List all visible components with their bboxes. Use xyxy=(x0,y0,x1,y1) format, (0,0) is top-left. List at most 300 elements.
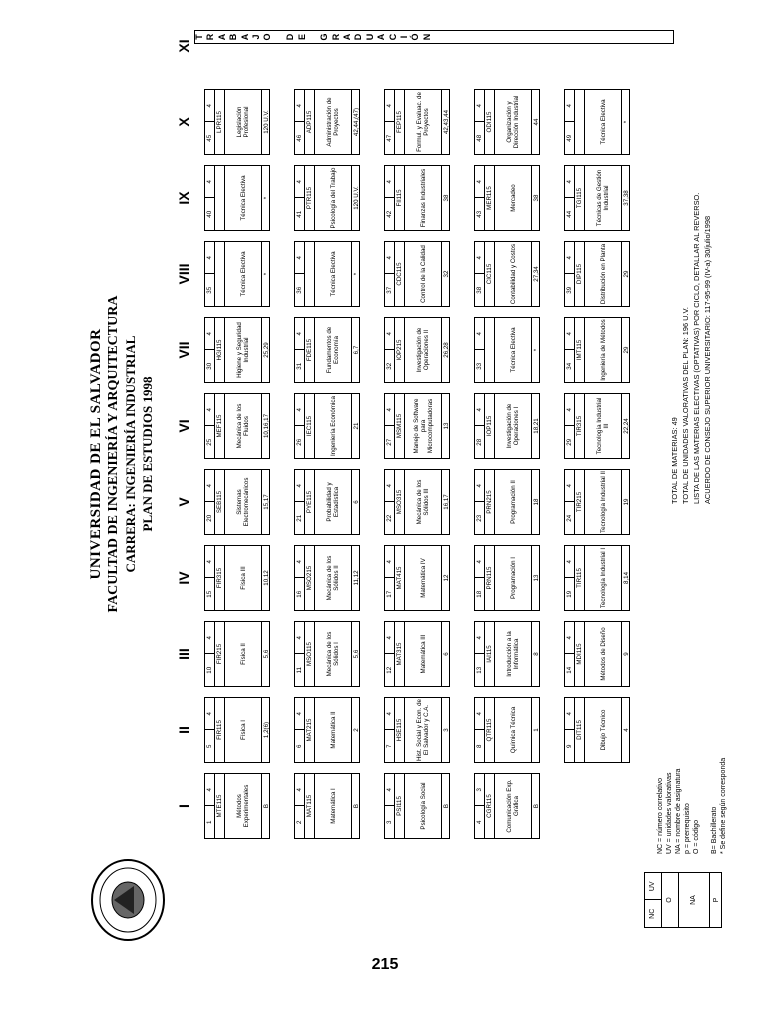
course-cell xyxy=(474,697,540,763)
course-name: Formul. y Evaluac. de Proyectos xyxy=(405,90,442,154)
course-cell xyxy=(204,545,270,611)
course-uv: 4 xyxy=(295,166,304,199)
thesis-letter: C xyxy=(387,33,398,41)
study-plan-sheet xyxy=(84,4,727,944)
legend-na: NA xyxy=(679,873,710,927)
course-name: Investigación de Operaciones I xyxy=(495,394,532,458)
course-uv: 4 xyxy=(205,622,214,655)
course-cell xyxy=(294,545,360,611)
course-cell xyxy=(384,621,450,687)
course-number: 18 xyxy=(476,590,483,598)
course-name: Métodos Experimentales xyxy=(225,774,262,838)
course-number: 43 xyxy=(476,210,483,218)
course-prerequisite: 12 xyxy=(443,574,450,582)
course-name: Matemática III xyxy=(405,622,442,686)
course-name: Mecánica de los Sólidos I xyxy=(315,622,352,686)
thesis-letter: R xyxy=(330,33,341,41)
course-name: Higiene y Seguridad Industrial xyxy=(225,318,262,382)
course-uv: 4 xyxy=(205,774,214,807)
thesis-letter: G xyxy=(319,33,330,41)
course-code: MDI115 xyxy=(575,622,585,686)
course-code: TGI115 xyxy=(575,166,585,230)
course-prerequisite: 26,28 xyxy=(443,342,450,358)
course-name: Técnica Electiva xyxy=(315,242,352,306)
course-prerequisite: 9 xyxy=(623,652,630,656)
course-uv: 4 xyxy=(205,394,214,427)
course-uv: 4 xyxy=(385,470,394,503)
course-uv: 4 xyxy=(295,242,304,275)
course-cell xyxy=(564,89,630,155)
thesis-letter: A xyxy=(239,33,250,41)
total-line: LISTA DE LAS MATERIAS ELECTIVAS (OPTATIVAS) POR CICLO, DETALLAR AL REVERSO. xyxy=(692,192,701,504)
course-cell xyxy=(564,241,630,307)
course-number: 44 xyxy=(566,210,573,218)
thesis-column xyxy=(194,30,674,44)
course-cell xyxy=(384,241,450,307)
course-uv: 4 xyxy=(385,90,394,123)
course-prerequisite: 32 xyxy=(443,270,450,278)
course-uv: 4 xyxy=(565,622,574,655)
course-cell xyxy=(564,545,630,611)
course-prerequisite: 44 xyxy=(533,118,540,126)
course-name: Distribución en Planta xyxy=(585,242,622,306)
course-number: 19 xyxy=(566,590,573,598)
course-code: MAT215 xyxy=(305,698,315,762)
course-prerequisite: 10,16,17 xyxy=(263,413,270,439)
course-name: Técnicas de Gestión Industrial xyxy=(585,166,622,230)
course-cell xyxy=(384,773,450,839)
course-code: MEF115 xyxy=(215,394,225,458)
course-uv: 4 xyxy=(565,318,574,351)
course-code: IMT115 xyxy=(575,318,585,382)
course-cell xyxy=(474,317,540,383)
course-code: IAI115 xyxy=(485,622,495,686)
course-prerequisite: 3 xyxy=(443,728,450,732)
course-name: Física II xyxy=(225,622,262,686)
thesis-letter: N xyxy=(421,33,432,41)
course-prerequisite: 2 xyxy=(353,728,360,732)
course-cell xyxy=(564,317,630,383)
course-number: 24 xyxy=(566,514,573,522)
course-code: MTE115 xyxy=(215,774,225,838)
legend-note: B= Bachillerato xyxy=(711,806,718,854)
course-prerequisite: 37,38 xyxy=(623,190,630,206)
course-code: HGI115 xyxy=(215,318,225,382)
course-cell xyxy=(294,241,360,307)
thesis-letter xyxy=(308,30,319,44)
thesis-letter: B xyxy=(228,33,239,41)
thesis-letter: Ó xyxy=(410,33,421,41)
course-number: 32 xyxy=(386,362,393,370)
course-cell xyxy=(204,621,270,687)
course-prerequisite: 120 U.V. xyxy=(353,186,360,210)
course-number: 6 xyxy=(296,744,303,748)
course-uv: 4 xyxy=(565,546,574,579)
course-number: 15 xyxy=(206,590,213,598)
course-code: QTR115 xyxy=(485,698,495,762)
course-prerequisite: 6 xyxy=(353,500,360,504)
course-cell xyxy=(474,89,540,155)
thesis-letter: E xyxy=(296,34,307,41)
course-prerequisite: 19 xyxy=(623,498,630,506)
course-uv: 4 xyxy=(475,318,484,351)
cycle-header: X xyxy=(176,117,192,127)
thesis-letter: I xyxy=(399,35,410,39)
course-name: Mecánica de los Sólidos III xyxy=(405,470,442,534)
course-name: Dibujo Técnico xyxy=(585,698,622,762)
course-number: 40 xyxy=(206,210,213,218)
course-code: DIT115 xyxy=(575,698,585,762)
thesis-letter: A xyxy=(216,33,227,41)
cycle-header: IV xyxy=(176,571,192,585)
course-uv: 4 xyxy=(475,546,484,579)
course-name: Fundamentos de Economía xyxy=(315,318,352,382)
course-number: 36 xyxy=(296,286,303,294)
legend-note xyxy=(701,758,710,854)
course-code: TIR115 xyxy=(575,546,585,610)
cycle-header: V xyxy=(176,497,192,507)
course-name: Ingeniería Económica xyxy=(315,394,352,458)
course-name: Técnica Electiva xyxy=(225,166,262,230)
course-uv: 4 xyxy=(475,622,484,655)
course-code: ODI115 xyxy=(485,90,495,154)
course-code: PRN115 xyxy=(485,546,495,610)
legend-note: NA = nombre de asignatura xyxy=(675,768,682,854)
course-code: SEB115 xyxy=(215,470,225,534)
course-cell xyxy=(294,621,360,687)
course-cell xyxy=(474,773,540,839)
course-name: Química Técnica xyxy=(495,698,532,762)
course-prerequisite: 11,12 xyxy=(353,570,360,586)
course-code: IOP115 xyxy=(485,394,495,458)
cycle-header: III xyxy=(176,648,192,660)
course-name: Técnica Electiva xyxy=(495,318,532,382)
course-prerequisite: B xyxy=(443,803,450,809)
course-name: Ingeniería de Métodos xyxy=(585,318,622,382)
course-name: Control de la Calidad xyxy=(405,242,442,306)
course-name: Métodos de Diseño xyxy=(585,622,622,686)
course-number: 12 xyxy=(386,666,393,674)
course-cell xyxy=(294,317,360,383)
course-code: MSO115 xyxy=(305,622,315,686)
course-number: 28 xyxy=(476,438,483,446)
thesis-letter: U xyxy=(364,33,375,41)
course-cell xyxy=(204,469,270,535)
course-number: 48 xyxy=(476,134,483,142)
course-name: Física I xyxy=(225,698,262,762)
course-uv: 4 xyxy=(565,394,574,427)
legend-p: P xyxy=(713,897,720,903)
course-code: FIR315 xyxy=(215,546,225,610)
plan-name: PLAN DE ESTUDIOS 1998 xyxy=(140,376,155,532)
cycle-header: IX xyxy=(176,191,192,205)
course-code: MSO315 xyxy=(395,470,405,534)
course-uv: 4 xyxy=(205,546,214,579)
course-code: CDC115 xyxy=(395,242,405,306)
course-uv: 4 xyxy=(475,698,484,731)
thesis-letter xyxy=(274,30,285,44)
course-uv: 4 xyxy=(205,698,214,731)
course-cell xyxy=(474,241,540,307)
course-code xyxy=(305,242,315,306)
course-code: PSI115 xyxy=(395,774,405,838)
course-number: 10 xyxy=(206,666,213,674)
course-prerequisite: 5,6 xyxy=(263,649,270,659)
course-number: 7 xyxy=(386,744,393,748)
course-name: Física III xyxy=(225,546,262,610)
course-prerequisite: 10,12 xyxy=(263,570,270,586)
thesis-letter: O xyxy=(262,33,273,41)
course-cell xyxy=(564,393,630,459)
cycle-header: I xyxy=(176,804,192,808)
course-name: Contabilidad y Costos xyxy=(495,242,532,306)
course-code: MSM115 xyxy=(395,394,405,458)
course-cell xyxy=(564,697,630,763)
course-cell xyxy=(384,697,450,763)
course-code: CIC115 xyxy=(485,242,495,306)
course-prerequisite: * xyxy=(263,196,270,200)
course-name: Programación II xyxy=(495,470,532,534)
course-number: 34 xyxy=(566,362,573,370)
course-number: 41 xyxy=(296,210,303,218)
title-block xyxy=(88,264,156,644)
faculty-name: FACULTAD DE INGENIERÍA Y ARQUITECTURA xyxy=(106,295,121,613)
course-uv: 4 xyxy=(295,622,304,655)
course-uv: 4 xyxy=(475,394,484,427)
course-code: MSO215 xyxy=(305,546,315,610)
course-uv: 4 xyxy=(565,90,574,123)
course-number: 30 xyxy=(206,362,213,370)
course-name: Programación I xyxy=(495,546,532,610)
course-prerequisite: * xyxy=(263,272,270,276)
course-uv: 4 xyxy=(475,470,484,503)
course-code: FII115 xyxy=(395,166,405,230)
course-code: TIR315 xyxy=(575,394,585,458)
course-uv: 4 xyxy=(565,242,574,275)
course-prerequisite: 6,7 xyxy=(353,345,360,355)
course-name: Finanzas Industriales xyxy=(405,166,442,230)
course-uv: 4 xyxy=(295,394,304,427)
cycle-header: VI xyxy=(176,419,192,433)
course-uv: 4 xyxy=(385,318,394,351)
course-cell xyxy=(474,393,540,459)
university-seal-icon xyxy=(88,856,168,944)
course-number: 3 xyxy=(386,820,393,824)
page-number: 215 xyxy=(371,956,399,973)
career-name: CARRERA: INGENIERÍA INDUSTRIAL xyxy=(123,335,138,573)
course-number: 20 xyxy=(206,514,213,522)
course-uv: 4 xyxy=(205,242,214,275)
course-prerequisite: * xyxy=(353,272,360,276)
course-cell xyxy=(564,165,630,231)
course-cell xyxy=(474,165,540,231)
total-line: ACUERDO DE CONSEJO SUPERIOR UNIVERSITARIO: 117-95-99 (IV-a) 30/julio/1998 xyxy=(703,215,712,504)
cycle-header: VIII xyxy=(176,263,192,285)
thesis-letter: D xyxy=(353,33,364,41)
course-number: 4 xyxy=(476,820,483,824)
course-uv: 4 xyxy=(385,546,394,579)
course-cell xyxy=(474,621,540,687)
course-cell xyxy=(564,621,630,687)
course-name: Probabilidad y Estadística xyxy=(315,470,352,534)
course-cell xyxy=(294,165,360,231)
university-name: UNIVERSIDAD DE EL SALVADOR xyxy=(88,328,104,580)
course-cell xyxy=(204,241,270,307)
course-number: 14 xyxy=(566,666,573,674)
course-uv: 4 xyxy=(205,166,214,199)
course-uv: 4 xyxy=(385,774,394,807)
course-code: HSE115 xyxy=(395,698,405,762)
course-code xyxy=(215,166,225,230)
thesis-letter: D xyxy=(285,33,296,41)
course-number: 21 xyxy=(296,514,303,522)
course-name: Mecánica de los Fluidos xyxy=(225,394,262,458)
course-prerequisite: B xyxy=(353,803,360,809)
course-name: Comunicación Exp. Gráfica xyxy=(495,774,532,838)
totals-block xyxy=(669,193,713,504)
course-cell xyxy=(384,469,450,535)
course-uv: 4 xyxy=(565,470,574,503)
course-cell xyxy=(204,697,270,763)
course-code: FEP115 xyxy=(395,90,405,154)
course-prerequisite: 8,14 xyxy=(623,571,630,585)
course-number: 1 xyxy=(206,820,213,824)
course-number: 35 xyxy=(206,286,213,294)
course-code: MAT115 xyxy=(305,774,315,838)
course-uv: 4 xyxy=(475,242,484,275)
course-prerequisite: 21 xyxy=(353,422,360,430)
course-cell xyxy=(204,773,270,839)
course-prerequisite: 18,21 xyxy=(533,418,540,434)
course-name: Tecnología Industrial III xyxy=(585,394,622,458)
course-uv: 4 xyxy=(385,394,394,427)
cycle-header: XI xyxy=(176,39,192,53)
legend-box xyxy=(644,872,722,928)
course-name: Mecánica de los Sólidos II xyxy=(315,546,352,610)
course-prerequisite: 29 xyxy=(623,346,630,354)
course-name: Administración de Proyectos xyxy=(315,90,352,154)
course-number: 47 xyxy=(386,134,393,142)
thesis-letter: R xyxy=(205,33,216,41)
course-prerequisite: 42,44,(47) xyxy=(353,107,360,137)
course-uv: 3 xyxy=(475,774,484,807)
thesis-letter: T xyxy=(194,34,204,40)
course-prerequisite: * xyxy=(533,348,540,352)
course-number: 49 xyxy=(566,134,573,142)
course-prerequisite: 120 U.V. xyxy=(263,110,270,134)
course-uv: 4 xyxy=(205,90,214,123)
course-uv: 4 xyxy=(295,318,304,351)
course-prerequisite: * xyxy=(623,120,630,124)
course-cell xyxy=(384,165,450,231)
course-name: Investigación de Operaciones II xyxy=(405,318,442,382)
course-code: MER115 xyxy=(485,166,495,230)
course-cell xyxy=(294,393,360,459)
thesis-letter: J xyxy=(250,34,261,40)
thesis-letter: A xyxy=(376,33,387,41)
course-uv: 4 xyxy=(475,90,484,123)
course-uv: 4 xyxy=(565,698,574,731)
course-cell xyxy=(384,317,450,383)
course-number: 25 xyxy=(206,438,213,446)
course-cell xyxy=(384,393,450,459)
course-uv: 4 xyxy=(295,470,304,503)
course-code: ADP115 xyxy=(305,90,315,154)
course-prerequisite: 1,2(6) xyxy=(263,721,270,739)
course-prerequisite: 27,34 xyxy=(533,266,540,282)
course-uv: 4 xyxy=(295,774,304,807)
course-code: PRN215 xyxy=(485,470,495,534)
course-name: Tecnología Industrial II xyxy=(585,470,622,534)
course-cell xyxy=(204,165,270,231)
course-name: Tecnología Industrial I xyxy=(585,546,622,610)
course-number: 16 xyxy=(296,590,303,598)
total-line: TOTAL DE MATERIAS: 49 xyxy=(670,417,679,504)
legend-note: * Se define según corresponda xyxy=(720,757,727,854)
legend-note: UV = unidades valorativas xyxy=(666,772,673,854)
total-line: TOTAL DE UNIDADES VALORATIVAS DEL PLAN: 196 U.V. xyxy=(681,307,690,504)
course-cell xyxy=(294,469,360,535)
course-uv: 4 xyxy=(385,166,394,199)
legend-note: O = código xyxy=(693,819,700,854)
course-prerequisite: 38 xyxy=(533,194,540,202)
course-cell xyxy=(384,89,450,155)
course-uv: 4 xyxy=(205,318,214,351)
course-prerequisite: 22,24 xyxy=(623,418,630,434)
course-prerequisite: 42,43,44 xyxy=(443,109,450,135)
course-name: Psicología del Trabajo xyxy=(315,166,352,230)
course-name: Hist. Social y Econ. de El Salvador y C.A. xyxy=(405,698,442,762)
legend-nc: NC xyxy=(649,908,656,919)
legend-note: p = prerrequisito xyxy=(684,803,691,854)
course-number: 8 xyxy=(476,744,483,748)
course-cell xyxy=(294,773,360,839)
course-number: 23 xyxy=(476,514,483,522)
course-code: CGR115 xyxy=(485,774,495,838)
course-uv: 4 xyxy=(295,90,304,123)
course-prerequisite: 8 xyxy=(533,652,540,656)
course-cell xyxy=(294,697,360,763)
course-code: TIR215 xyxy=(575,470,585,534)
course-code: LPR115 xyxy=(215,90,225,154)
course-cell xyxy=(474,545,540,611)
legend-notes xyxy=(656,758,728,854)
legend-uv: UV xyxy=(645,873,661,901)
course-number: 13 xyxy=(476,666,483,674)
course-prerequisite: 18 xyxy=(533,498,540,506)
course-cell xyxy=(384,545,450,611)
course-number: 9 xyxy=(566,744,573,748)
course-code: PYE115 xyxy=(305,470,315,534)
course-number: 45 xyxy=(206,134,213,142)
course-code: DIP115 xyxy=(575,242,585,306)
course-prerequisite: 5,6 xyxy=(353,649,360,659)
course-number: 33 xyxy=(476,362,483,370)
course-uv: 4 xyxy=(295,698,304,731)
course-code: PTR115 xyxy=(305,166,315,230)
course-name: Matemática I xyxy=(315,774,352,838)
course-code: IOP215 xyxy=(395,318,405,382)
course-name: Manejo de Software para Microcomputadoras xyxy=(405,394,442,458)
course-number: 2 xyxy=(296,820,303,824)
course-cell xyxy=(564,469,630,535)
course-number: 11 xyxy=(296,667,303,674)
course-number: 46 xyxy=(296,134,303,142)
course-name: Legislación Profesional xyxy=(225,90,262,154)
course-code: MAT315 xyxy=(395,622,405,686)
course-cell xyxy=(474,469,540,535)
course-name: Psicología Social xyxy=(405,774,442,838)
